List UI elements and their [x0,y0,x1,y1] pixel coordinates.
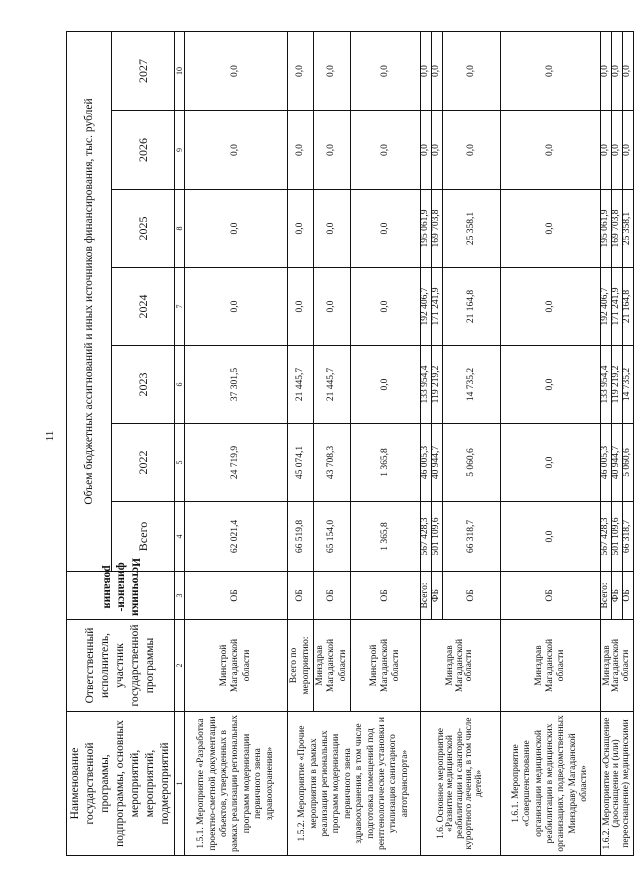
value-2022: 43 708,3 [313,424,350,502]
header-year-2027: 2027 [112,32,174,111]
value-2022: 40 944,7 [432,424,443,502]
column-number: 5 [174,424,185,502]
table-row [421,32,432,856]
value-total: 501 109,6 [432,502,443,572]
row-executor: Минздрав Магаданской области [601,620,634,712]
value-2022: 24 719,9 [185,424,288,502]
value-2027: 0,0 [612,32,623,111]
value-2027: 0,0 [185,32,288,111]
value-2025: 25 358,1 [443,190,501,268]
column-number: 7 [174,268,185,346]
value-2022: 46 005,3 [601,424,612,502]
value-2023: 0,0 [501,346,601,424]
value-2024: 171 241,9 [612,268,623,346]
header-year-2025: 2025 [112,190,174,268]
value-total: 501 109,6 [612,502,623,572]
header-executor: Ответственный исполнитель, участник государственной программы [67,620,175,712]
value-2023: 0,0 [351,346,421,424]
value-2024: 21 164,8 [623,268,634,346]
value-2027: 0,0 [313,32,350,111]
value-2025: 0,0 [185,190,288,268]
value-2023: 133 954,4 [601,346,612,424]
value-2027: 0,0 [351,32,421,111]
row-name: 1.5.2. Мероприятие «Прочие мероприятия в рамках реализации региональных программ модернизации первичного звена здравоохранения, в том числе подготовка помещений под рентгенологические установки и утилизация санитарного автотранспорта» [288,712,421,856]
value-total: 0,0 [501,502,601,572]
value-2023: 119 219,2 [432,346,443,424]
value-2026: 0,0 [288,111,314,190]
value-2025: 0,0 [313,190,350,268]
value-2025: 169 703,8 [612,190,623,268]
value-2022: 45 074,1 [288,424,314,502]
value-2026: 0,0 [421,111,432,190]
column-number: 6 [174,346,185,424]
column-number: 8 [174,190,185,268]
header-funding-group: Объем бюджетных ассигнований и иных источников финансирования, тыс. рублей [67,32,112,572]
column-number: 3 [174,572,185,620]
row-source: ОБ [501,572,601,620]
row-source: ОБ [623,572,634,620]
value-2027: 0,0 [421,32,432,111]
value-2025: 0,0 [501,190,601,268]
row-name: 1.5.1. Мероприятие «Разработка проектно-сметной документации объектов, утвержденных в рамках реализации региональных программ модернизации первичного звена здравоохранения» [185,712,288,856]
value-2025: 25 358,1 [623,190,634,268]
row-source: ОБ [288,572,314,620]
header-year-2024: 2024 [112,268,174,346]
column-number: 10 [174,32,185,111]
value-2022: 0,0 [501,424,601,502]
value-2025: 169 703,8 [432,190,443,268]
value-2024: 21 164,8 [443,268,501,346]
row-source: ОБ [313,572,350,620]
row-source: ОБ [443,572,501,620]
value-2025: 0,0 [351,190,421,268]
header-year-2022: 2022 [112,424,174,502]
row-executor: Минздрав Магаданской области [501,620,601,712]
value-2024: 0,0 [288,268,314,346]
value-2024: 0,0 [351,268,421,346]
value-2024: 0,0 [185,268,288,346]
value-2023: 21 445,7 [313,346,350,424]
row-name: 1.6. Основное мероприятие «Развитие медицинской реабилитации и санаторно-курортного лечения, в том числе детей» [421,712,501,856]
value-2026: 0,0 [623,111,634,190]
value-2023: 37 301,5 [185,346,288,424]
value-2026: 0,0 [612,111,623,190]
column-number: 9 [174,111,185,190]
value-2024: 0,0 [313,268,350,346]
row-source: ФБ [432,572,443,620]
value-total: 66 519,8 [288,502,314,572]
row-executor: Минстрой Магаданской области [185,620,288,712]
value-total: 66 318,7 [623,502,634,572]
value-2023: 21 445,7 [288,346,314,424]
value-2026: 0,0 [351,111,421,190]
header-year-2026: 2026 [112,111,174,190]
value-2026: 0,0 [185,111,288,190]
row-source: ОБ [185,572,288,620]
table-row [185,32,288,856]
value-total: 65 154,0 [313,502,350,572]
value-2025: 195 061,9 [421,190,432,268]
value-2024: 192 406,7 [421,268,432,346]
value-2026: 0,0 [313,111,350,190]
value-total: 1 365,8 [351,502,421,572]
rotated-page [66,32,633,856]
row-source: Всего: [601,572,612,620]
value-2022: 5 060,6 [623,424,634,502]
header-year-2023: 2023 [112,346,174,424]
value-2026: 0,0 [443,111,501,190]
column-number: 1 [174,712,185,856]
value-2027: 0,0 [601,32,612,111]
row-executor: Всего по мероприятию: [288,620,314,712]
header-source [67,558,175,620]
funding-table [66,31,634,856]
value-2026: 0,0 [501,111,601,190]
column-number: 4 [174,502,185,572]
row-executor: Минздрав Магаданской области [313,620,350,712]
value-2026: 0,0 [601,111,612,190]
row-source: ФБ [612,572,623,620]
value-2027: 0,0 [432,32,443,111]
value-2022: 46 005,3 [421,424,432,502]
value-2023: 133 954,4 [421,346,432,424]
page-number: 11 [44,430,56,442]
value-2024: 171 241,9 [432,268,443,346]
row-source: Всего: [421,572,432,620]
value-2025: 195 061,9 [601,190,612,268]
row-executor: Минстрой Магаданской области [351,620,421,712]
value-2023: 119 219,2 [612,346,623,424]
value-2027: 0,0 [443,32,501,111]
table-row [601,32,612,856]
row-name: 1.6.1. Мероприятие «Совершенствование организации медицинской реабилитации в медицинских организациях, подведомственных Минздраву Магаданской области» [501,712,601,856]
value-2023: 14 735,2 [443,346,501,424]
value-2027: 0,0 [288,32,314,111]
column-number: 2 [174,620,185,712]
value-2026: 0,0 [432,111,443,190]
value-2024: 0,0 [501,268,601,346]
row-name: 1.6.2. Мероприятие «Оснащение (дооснащение и (или) переоснащение) медицинскими [601,712,634,856]
value-2023: 14 735,2 [623,346,634,424]
value-2022: 5 060,6 [443,424,501,502]
table-row [501,32,601,856]
value-total: 567 428,3 [421,502,432,572]
value-total: 66 318,7 [443,502,501,572]
value-2022: 1 365,8 [351,424,421,502]
value-2024: 192 406,7 [601,268,612,346]
value-total: 62 021,4 [185,502,288,572]
header-source-text: Источники финанси-рования [101,558,141,616]
table-row [288,32,314,856]
value-2027: 0,0 [623,32,634,111]
row-source: ОБ [351,572,421,620]
header-total: Всего [112,502,174,572]
value-2025: 0,0 [288,190,314,268]
row-executor: Минздрав Магаданской области [421,620,501,712]
value-2027: 0,0 [501,32,601,111]
header-name: Наименование государственной программы, подпрограммы, основных мероприятий, мероприятий, подмероприятий [67,712,175,856]
value-2022: 40 944,7 [612,424,623,502]
value-total: 567 428,3 [601,502,612,572]
